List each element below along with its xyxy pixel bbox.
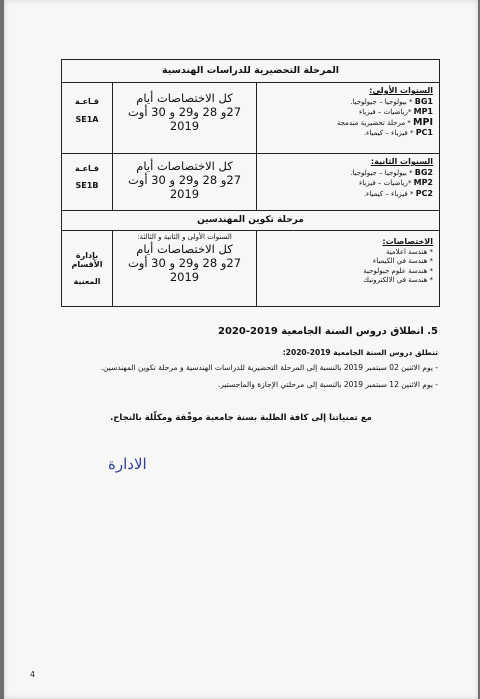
room-cell: بإدارة الأقسام المعنية (71, 251, 103, 286)
program-line: BG1 * بيولوجيا – جيولوجيا. (350, 96, 433, 106)
program-line: * هندسة اعلامية (386, 247, 433, 256)
room-cell: قـاعـة SE1A (74, 97, 100, 124)
programs-cell (256, 83, 439, 153)
program-line: * هندسة في الالكترونيك (363, 276, 433, 285)
section-line: - يوم الاثنين 02 سبتمبر 2019 بالنسبة إلى المرحلة التحضيرية للدراسات الهندسية و مرحلة تكوين المهندسين. (100, 363, 438, 372)
schedule-cell: كل الاختصاصات أيام 27و 28 و29 و 30 أوت 2019 (112, 83, 256, 153)
closing-statement: مع تمنياتنا إلى كافة الطلبة بسنة جامعية موفّقة ومكلّلة بالنجاح. (110, 413, 372, 423)
program-line: MP1 *رياضيات – فيزياء (358, 107, 433, 117)
section-title: 5. انطلاق دروس السنة الجامعية 2019-2020 (217, 326, 438, 337)
programs-cell (256, 154, 439, 210)
signature: الادارة (108, 455, 147, 473)
program-line: MP2 *رياضيات – فيزياء (358, 178, 433, 188)
room-cell: قـاعـة SE1B (74, 164, 100, 190)
program-line: PC2 * فيزياء – كيمياء. (363, 188, 433, 198)
table-row (62, 231, 439, 307)
programs-title: السنوات الأولى: (369, 86, 433, 95)
section-line: - يوم الاثنين 12 سبتمبر 2019 بالنسبة إلى مرحلتي الإجازة والماجستير. (217, 380, 438, 389)
programs-title: الاختصاصات: (382, 237, 433, 246)
schedule-cell: السنوات الأولى و الثانية و الثالثة: كل الاختصاصات أيام 27و 28 و29 و 30 أوت 2019 (112, 231, 256, 307)
programs-title: السنوات الثانية: (370, 157, 433, 166)
table-header: المرحلة التحضيرية للدراسات الهندسية (62, 60, 439, 83)
schedule-table (61, 59, 440, 307)
page-number: 4 (30, 670, 36, 679)
document-page (4, 0, 478, 699)
program-line: * هندسة علوم جيولوجية (363, 266, 433, 275)
engineering-subheader: مرحلة تكوين المهندسين (62, 211, 439, 231)
table-row (62, 154, 439, 211)
programs-cell (256, 231, 439, 307)
section-subtitle: تنطلق دروس السنة الجامعية 2019-2020: (282, 348, 438, 357)
program-line: * هندسة في الكيمياء (372, 257, 433, 266)
program-line: BG2 * بيولوجيا – جيولوجيا. (350, 167, 433, 177)
program-line: PC1 * فيزياء – كيمياء. (363, 128, 433, 138)
schedule-note: السنوات الأولى و الثانية و الثالثة: (137, 233, 232, 241)
schedule-cell: كل الاختصاصات أيام 27و 28 و29 و 30 أوت 2019 (112, 154, 256, 210)
table-row (62, 83, 439, 154)
program-line: MPI * مرحلة تحضيرية مندمجة (336, 116, 433, 128)
